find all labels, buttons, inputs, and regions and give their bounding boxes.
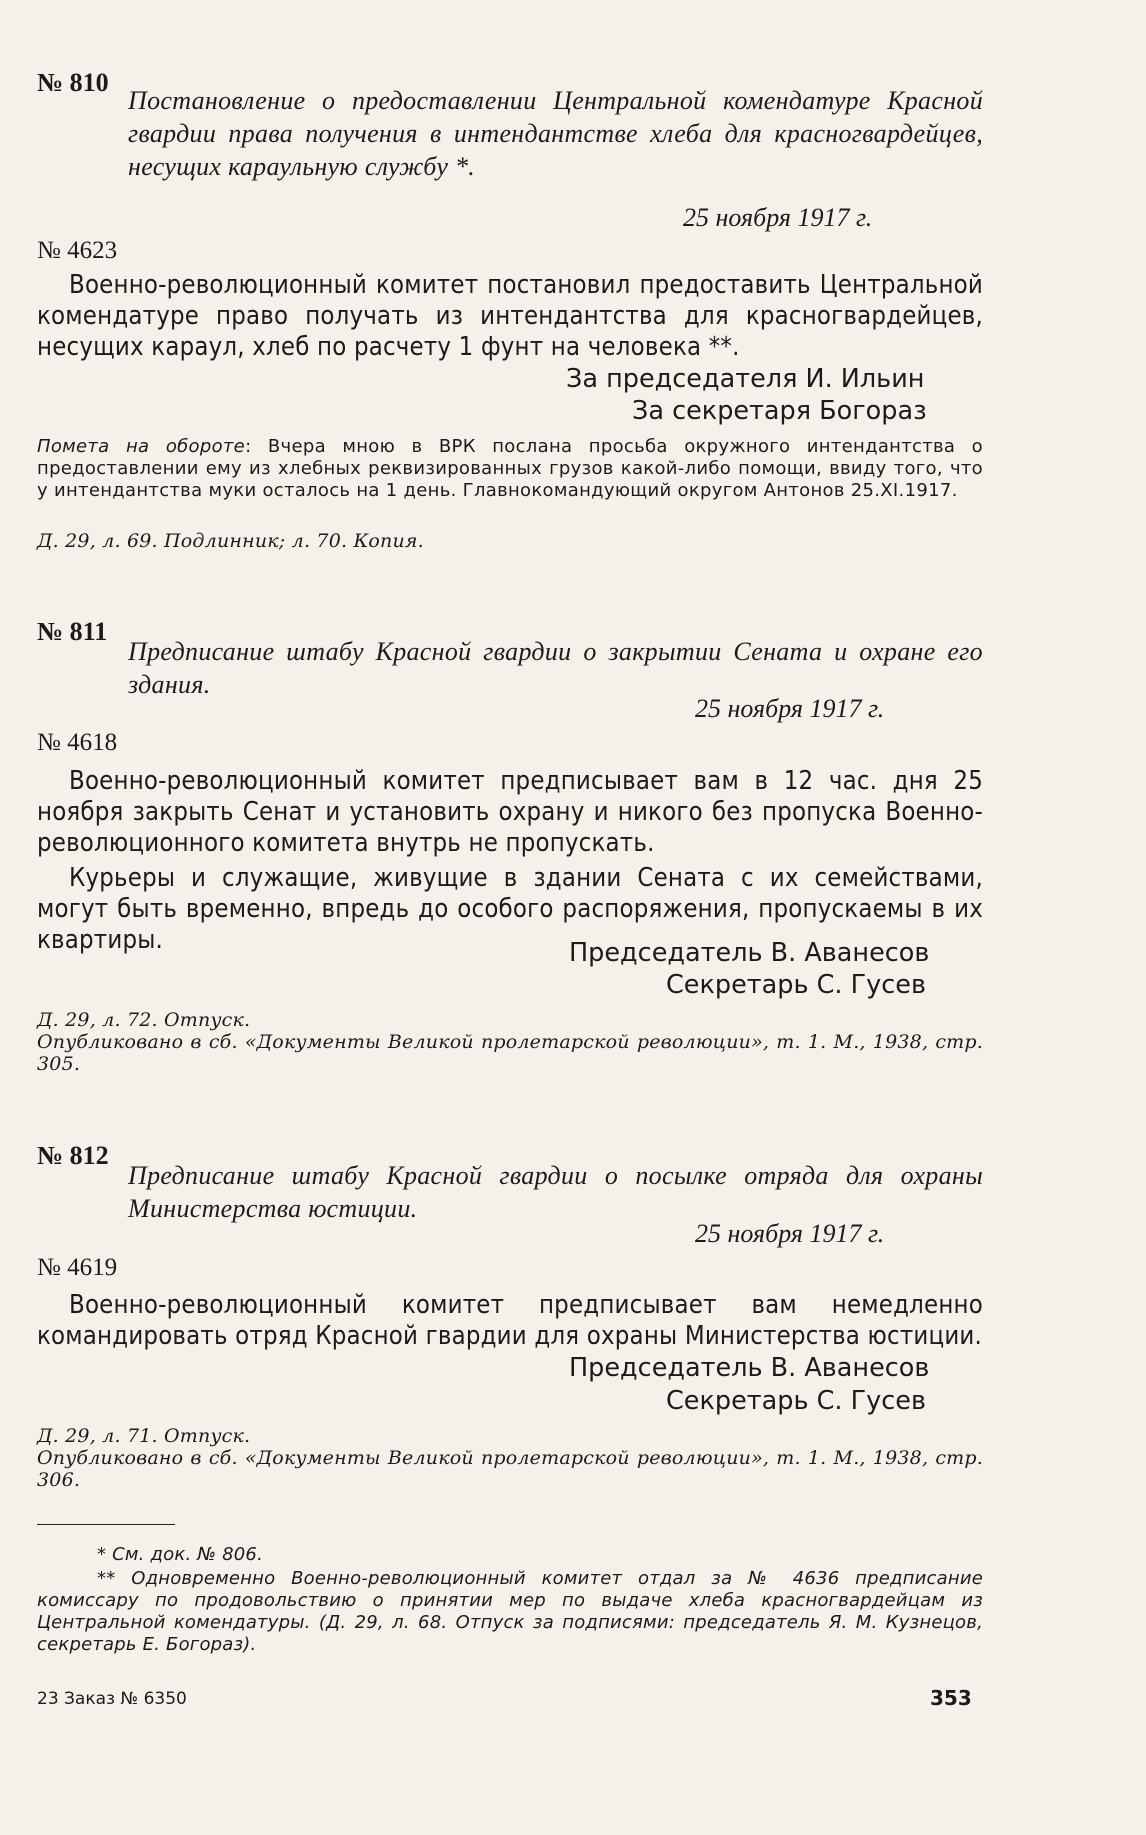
doc-811-paragraph-1: Военно-революционный комитет предписывает вам в 12 час. дня 25 ноября закрыть Сенат и установить охрану и никого без пропуска Военно-революционного комитета внутрь не пропускать. (37, 766, 983, 858)
doc-810-signature-secretary: За секретаря Богораз (632, 396, 927, 426)
doc-811-signature-secretary: Секретарь С. Гусев (666, 970, 926, 1000)
doc-812-date: 25 ноября 1917 г. (695, 1219, 885, 1248)
doc-810-date: 25 ноября 1917 г. (683, 203, 873, 232)
doc-810-note (37, 436, 983, 502)
doc-811-paragraph-2: Курьеры и служащие, живущие в здании Сената с их семействами, могут быть временно, впредь до особого распоряжения, пропускаемы в их квартиры. (37, 863, 983, 955)
print-order-footer: 23 Заказ № 6350 (37, 1689, 187, 1709)
doc-812-body (37, 1290, 983, 1352)
footnote-divider (37, 1524, 175, 1525)
doc-812-source (37, 1425, 983, 1491)
footnote-1: * См. док. № 806. (97, 1544, 264, 1565)
footnote-2: ** Одновременно Военно-революционный комитет отдал за № 4636 предписание комиссару по продовольствию о принятии мер по выдаче хлеба красногвардейцам из Центральной комендатуры. (Д. 29, л. 68. Отпуск за подписями: председатель Я. М. Кузнецов, секретарь Е. Богораз). (37, 1568, 983, 1655)
doc-812-source-published: Опубликовано в сб. «Документы Великой пролетарской революции», т. 1. М., 1938, стр. 306. (37, 1447, 983, 1491)
doc-812-title: Предписание штабу Красной гвардии о посылке отряда для охраны Министерства юстиции. (128, 1161, 983, 1223)
doc-811-source-published: Опубликовано в сб. «Документы Великой пролетарской революции», т. 1. М., 1938, стр. 305. (37, 1031, 983, 1075)
doc-810-source: Д. 29, л. 69. Подлинник; л. 70. Копия. (37, 530, 424, 552)
doc-811-body (37, 766, 983, 956)
doc-812-signature-secretary: Секретарь С. Гусев (666, 1386, 926, 1416)
doc-810-note-text: : Вчера мною в ВРК послана просьба окружного интендантства о предоставлении ему из хлебных реквизированных грузов какой-либо помощи, ввиду того, что у интендантства муки осталось на 1 день. Главнокомандующий округом Антонов 25.XI.1917. (37, 436, 983, 501)
doc-811-source (37, 1009, 983, 1075)
doc-810-docno: № 4623 (37, 237, 118, 264)
doc-812-source-archive: Д. 29, л. 71. Отпуск. (37, 1425, 251, 1447)
doc-811-title: Предписание штабу Красной гвардии о закрытии Сената и охране его здания. (128, 637, 983, 699)
doc-810-number: № 810 (37, 68, 109, 97)
doc-812-paragraph: Военно-революционный комитет предписывает вам немедленно командировать отряд Красной гвардии для охраны Министерства юстиции. (37, 1290, 983, 1351)
doc-810-title: Постановление о предоставлении Центральной комендатуре Красной гвардии права получения в интендантстве хлеба для красногвардейцев, несущих караульную службу *. (128, 86, 983, 181)
doc-810-note-label: Помета на обороте (37, 436, 246, 457)
doc-812-signature-chair: Председатель В. Аванесов (569, 1353, 930, 1383)
doc-810-body (37, 270, 983, 363)
doc-811-date: 25 ноября 1917 г. (695, 694, 885, 723)
doc-811-signature-chair: Председатель В. Аванесов (569, 938, 930, 968)
doc-811-docno: № 4618 (37, 729, 118, 756)
doc-810-signature-chair: За председателя И. Ильин (566, 364, 925, 394)
doc-812-docno: № 4619 (37, 1254, 118, 1281)
page-number: 353 (930, 1686, 972, 1710)
doc-811-source-archive: Д. 29, л. 72. Отпуск. (37, 1009, 251, 1031)
doc-812-number: № 812 (37, 1141, 109, 1170)
doc-811-number: № 811 (37, 617, 108, 646)
doc-810-paragraph: Военно-революционный комитет постановил предоставить Центральной комендатуре право получать из интендантства для красногвардейцев, несущих караул, хлеб по расчету 1 фунт на человека **. (37, 270, 983, 362)
